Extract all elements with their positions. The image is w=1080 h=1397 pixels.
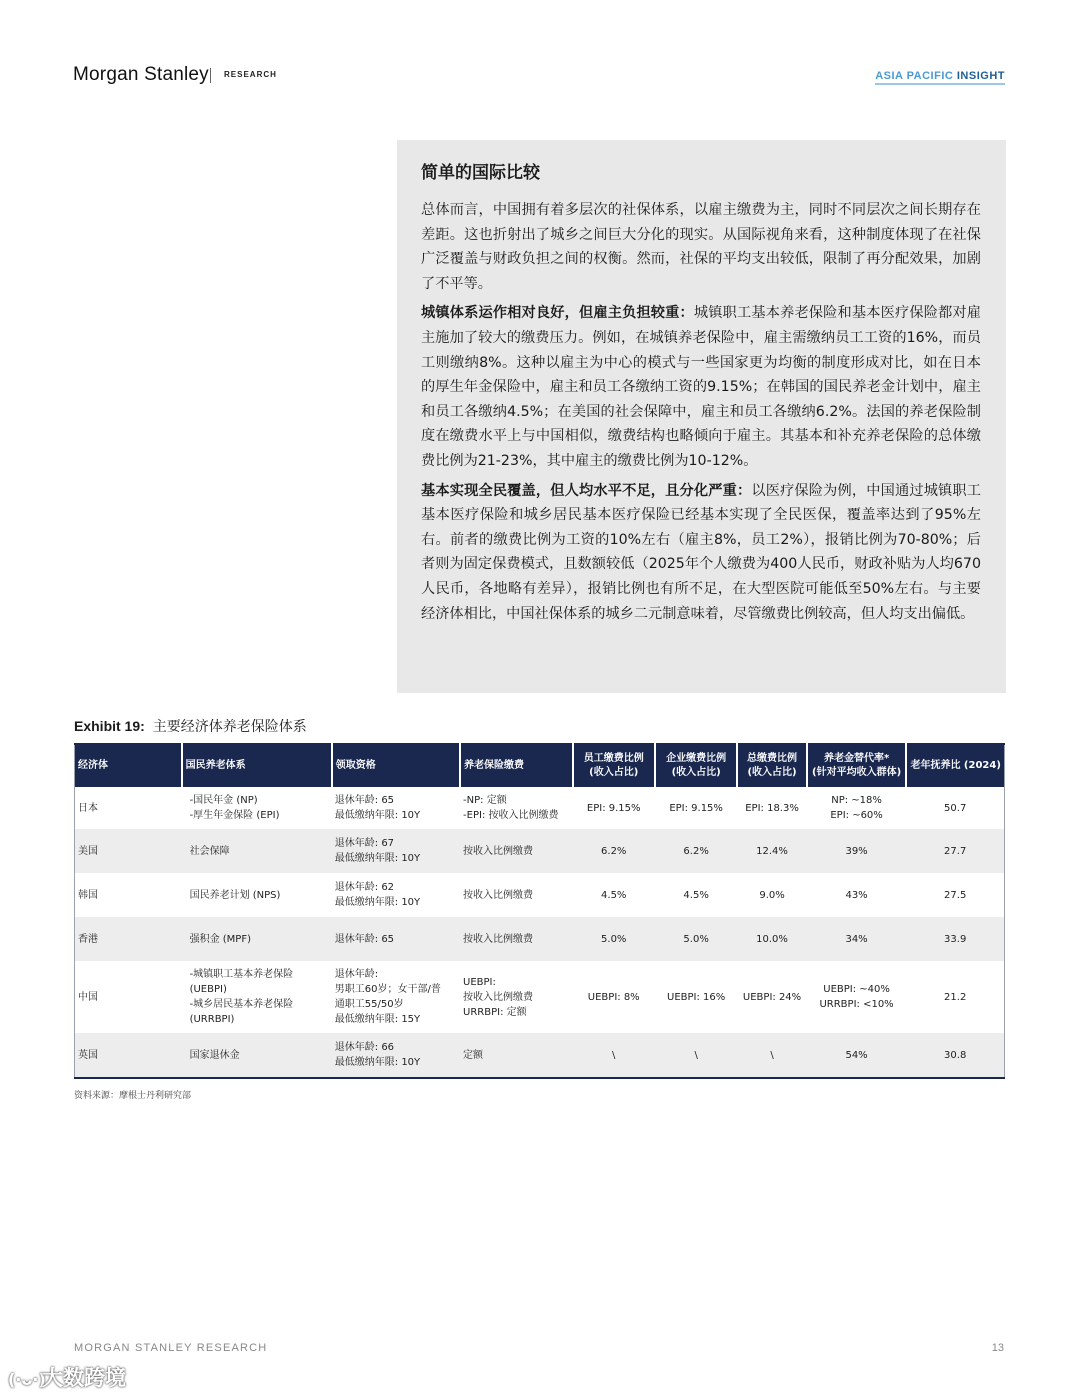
cell-text: 最低缴纳年限: 10Y [334,1057,421,1068]
cell-contribution [460,917,573,961]
cell-text: UEBPI: 16% [667,991,726,1003]
column-header-text: 老年抚养比 (2024) [910,760,1001,771]
column-header-text: 养老保险缴费 [464,760,525,771]
exhibit-label: Exhibit 19: [74,718,145,734]
column-header-employee [573,744,655,787]
cell-eligibility [332,917,460,961]
column-header-eligibility [332,744,460,787]
cell-text: 5.0% [683,933,709,945]
table-row [75,917,1005,961]
column-header-text: (收入占比) [747,767,797,778]
cell-text: -城乡居民基本养老保险 [189,999,294,1010]
cell-contribution [460,873,573,917]
cell-system [182,961,332,1033]
column-header-text: (针对平均收入群体) [812,767,902,778]
brand-logo: Morgan Stanley [73,64,209,85]
cell-text: 5.0% [601,933,627,945]
cell-text: (URRBPI) [189,1014,235,1025]
cell-economy: 日本 [75,787,182,829]
column-header-text: 养老金替代率* [823,753,890,764]
cell-text: 退休年龄: 66 [334,1042,395,1053]
cell-employee [573,787,655,829]
page-header [73,64,1005,90]
cell-system [182,917,332,961]
cell-text: \ [770,1049,774,1061]
comparison-box [397,140,1006,693]
cell-contribution [460,1033,573,1078]
cell-total [737,961,806,1033]
cell-employee [573,829,655,873]
source-note: 资料来源：摩根士丹利研究部 [74,1091,192,1101]
column-header-text: (收入占比) [589,767,639,778]
cell-text: 最低缴纳年限: 10Y [334,853,421,864]
cell-system [182,1033,332,1078]
cell-text: \ [612,1049,616,1061]
cell-text: -NP: 定额 [463,795,507,806]
series-tag-part1: ASIA PACIFIC [875,70,957,82]
cell-text: 国家退休金 [189,1049,240,1061]
cell-system [182,787,332,829]
cell-total [737,917,806,961]
column-header-total [737,744,806,787]
table-row [75,1033,1005,1078]
column-header-text: 领取资格 [335,760,376,771]
cell-employee [573,961,655,1033]
cell-text: 39% [845,845,868,857]
cell-text: 男职工60岁；女干部/普 [334,984,441,995]
column-header-text: 企业缴费比例 [666,753,727,764]
cell-text: 退休年龄: 65 [334,795,395,806]
cell-text: 54% [845,1049,868,1061]
cell-replacement [807,829,907,873]
cell-dependency: 27.5 [906,873,1004,917]
cell-employer [655,917,737,961]
pension-table [74,743,1005,1079]
column-header-text: (收入占比) [671,767,721,778]
cell-text: NP: ~18% [831,795,882,806]
cell-text: 强积金 (MPF) [189,933,251,945]
brand-divider [210,68,211,83]
cell-text: 按收入比例缴费 [463,889,534,901]
cell-text: 退休年龄: 65 [334,933,395,945]
cell-replacement [807,873,907,917]
cell-text: 国民养老计划 (NPS) [189,889,281,901]
cell-replacement [807,1033,907,1078]
cell-text: 最低缴纳年限: 10Y [334,810,421,821]
cell-text: 按收入比例缴费 [463,933,534,945]
cell-text: 通职工55/50岁 [334,999,404,1010]
cell-text: 4.5% [683,889,709,901]
cell-system [182,873,332,917]
cell-eligibility [332,1033,460,1078]
cell-eligibility [332,787,460,829]
watermark [8,1362,126,1392]
cell-economy: 英国 [75,1033,182,1078]
cell-employee [573,917,655,961]
table-row [75,829,1005,873]
cell-employee [573,1033,655,1078]
exhibit-caption: 主要经济体养老保险体系 [152,719,307,735]
cell-text: 退休年龄: 62 [334,882,395,893]
cell-text: 6.2% [601,845,627,857]
cell-contribution [460,829,573,873]
cell-text: 定额 [463,1049,484,1061]
column-header-contribution [460,744,573,787]
cell-employer [655,787,737,829]
column-header-text: 总缴费比例 [747,753,798,764]
cell-text: URRBPI: 定额 [463,1006,527,1018]
cell-text: \ [694,1049,698,1061]
cell-employer [655,961,737,1033]
cell-text: 退休年龄: [334,969,379,980]
exhibit-title [74,716,307,736]
cell-total [737,787,806,829]
cell-replacement [807,917,907,961]
cell-dependency: 50.7 [906,787,1004,829]
box-paragraph-3 [421,479,981,627]
box-paragraph-1: 总体而言，中国拥有着多层次的社保体系，以雇主缴费为主，同时不同层次之间长期存在差距。这也折射出了城乡之间巨大分化的现实。从国际视角来看，这种制度体现了在社保广泛覆盖与财政负担之间的权衡。然而，社保的平均支出较低，限制了再分配效果，加剧了不平等。 [421,202,981,292]
box-paragraph-3-body: 以医疗保险为例，中国通过城镇职工基本医疗保险和城乡居民基本医疗保险已经基本实现了全民医保，覆盖率达到了95%左右。前者的缴费比例为工资的10%左右（雇主8%，员工2%），报销比例为70-80%；后者则为固定保费模式，且数额较低（2025年个人缴费为400人民币，财政补贴为人均670人民币，各地略有差异），报销比例也有所不足，在大型医院可能低至50%左右。与主要经济体相比，中国社保体系的城乡二元制意味着，尽管缴费比例较高，但人均支出偏低。 [421,482,981,622]
cell-text: 社会保障 [189,845,230,857]
cell-system [182,829,332,873]
cell-text: 10.0% [756,933,788,945]
cell-text: -EPI: 按收入比例缴费 [463,810,559,821]
cell-text: -国民年金 (NP) [189,795,258,806]
cell-dependency: 21.2 [906,961,1004,1033]
cell-economy: 中国 [75,961,182,1033]
column-header-employer [655,744,737,787]
column-header-text: 国民养老体系 [185,760,246,771]
cell-total [737,873,806,917]
cell-text: URRBPI: <10% [819,999,894,1010]
cell-text: -城镇职工基本养老保险 [189,969,294,980]
cell-text: 12.4% [756,845,788,857]
cell-eligibility [332,873,460,917]
page-number: 13 [991,1342,1004,1354]
table-header-row [75,744,1005,787]
column-header-text: 员工缴费比例 [583,753,644,764]
cell-dependency: 27.7 [906,829,1004,873]
column-header-economy [75,744,182,787]
table-row [75,873,1005,917]
cell-replacement [807,787,907,829]
column-header-replacement [807,744,907,787]
cell-contribution [460,787,573,829]
cell-economy: 美国 [75,829,182,873]
cell-eligibility [332,961,460,1033]
brand-subtitle: RESEARCH [224,70,277,79]
table-row [75,787,1005,829]
cell-contribution [460,961,573,1033]
watermark-icon: (·ᴗ·) [8,1369,46,1389]
column-header-dependency [906,744,1004,787]
column-header-text: 经济体 [78,760,108,771]
series-tag-part2: INSIGHT [956,70,1005,82]
box-title: 简单的国际比较 [421,163,540,183]
box-paragraph-2-lead: 城镇体系运作相对良好，但雇主负担较重： [421,305,694,322]
cell-replacement [807,961,907,1033]
cell-text: UEBPI: 24% [742,991,802,1003]
cell-text: 最低缴纳年限: 10Y [334,897,421,908]
cell-text: 退休年龄: 67 [334,838,395,849]
cell-text: EPI: 9.15% [669,802,723,814]
cell-economy: 香港 [75,917,182,961]
footer-text: MORGAN STANLEY RESEARCH [74,1342,268,1354]
watermark-text: 大数跨境 [42,1366,126,1390]
cell-total [737,829,806,873]
box-paragraph-3-lead: 基本实现全民覆盖，但人均水平不足，且分化严重： [421,482,752,499]
cell-employer [655,829,737,873]
cell-text: (UEBPI) [189,984,227,995]
series-tag [875,70,1005,85]
cell-text: EPI: ~60% [830,810,883,821]
cell-text: 43% [845,889,868,901]
cell-employer [655,1033,737,1078]
cell-text: 6.2% [683,845,709,857]
column-header-system [182,744,332,787]
cell-employee [573,873,655,917]
cell-text: EPI: 9.15% [586,802,641,814]
cell-text: 4.5% [601,889,627,901]
box-paragraph-2 [421,301,981,473]
cell-text: 按收入比例缴费 [463,845,534,857]
cell-eligibility [332,829,460,873]
cell-text: 34% [845,933,868,945]
cell-text: EPI: 18.3% [745,802,799,814]
cell-dependency: 33.9 [906,917,1004,961]
box-paragraph-2-body: 城镇职工基本养老保险和基本医疗保险都对雇主施加了较大的缴费压力。例如，在城镇养老保险中，雇主需缴纳员工工资的16%，而员工则缴纳8%。这种以雇主为中心的模式与一些国家更为均衡的制度形成对比，如在日本的厚生年金保险中，雇主和员工各缴纳工资的9.15%；在韩国的国民养老金计划中，雇主和员工各缴纳4.5%；在美国的社会保障中，雇主和员工各缴纳6.2%。法国的养老保险制度在缴费水平上与中国相似，缴费结构也略倾向于雇主。其基本和补充养老保险的总体缴费比例为21-23%，其中雇主的缴费比例为10-12%。 [421,305,981,469]
table-body [75,787,1005,1078]
cell-text: 9.0% [759,889,785,901]
table-row [75,961,1005,1033]
cell-text: UEBPI: [463,976,496,988]
cell-dependency: 30.8 [906,1033,1004,1078]
cell-text: -厚生年金保险 (EPI) [189,810,280,821]
cell-text: UEBPI: ~40% [823,984,890,995]
cell-employer [655,873,737,917]
cell-text: 按收入比例缴费 [463,991,534,1003]
cell-total [737,1033,806,1078]
cell-text: UEBPI: 8% [587,991,640,1003]
cell-economy: 韩国 [75,873,182,917]
cell-text: 最低缴纳年限: 15Y [334,1014,421,1025]
